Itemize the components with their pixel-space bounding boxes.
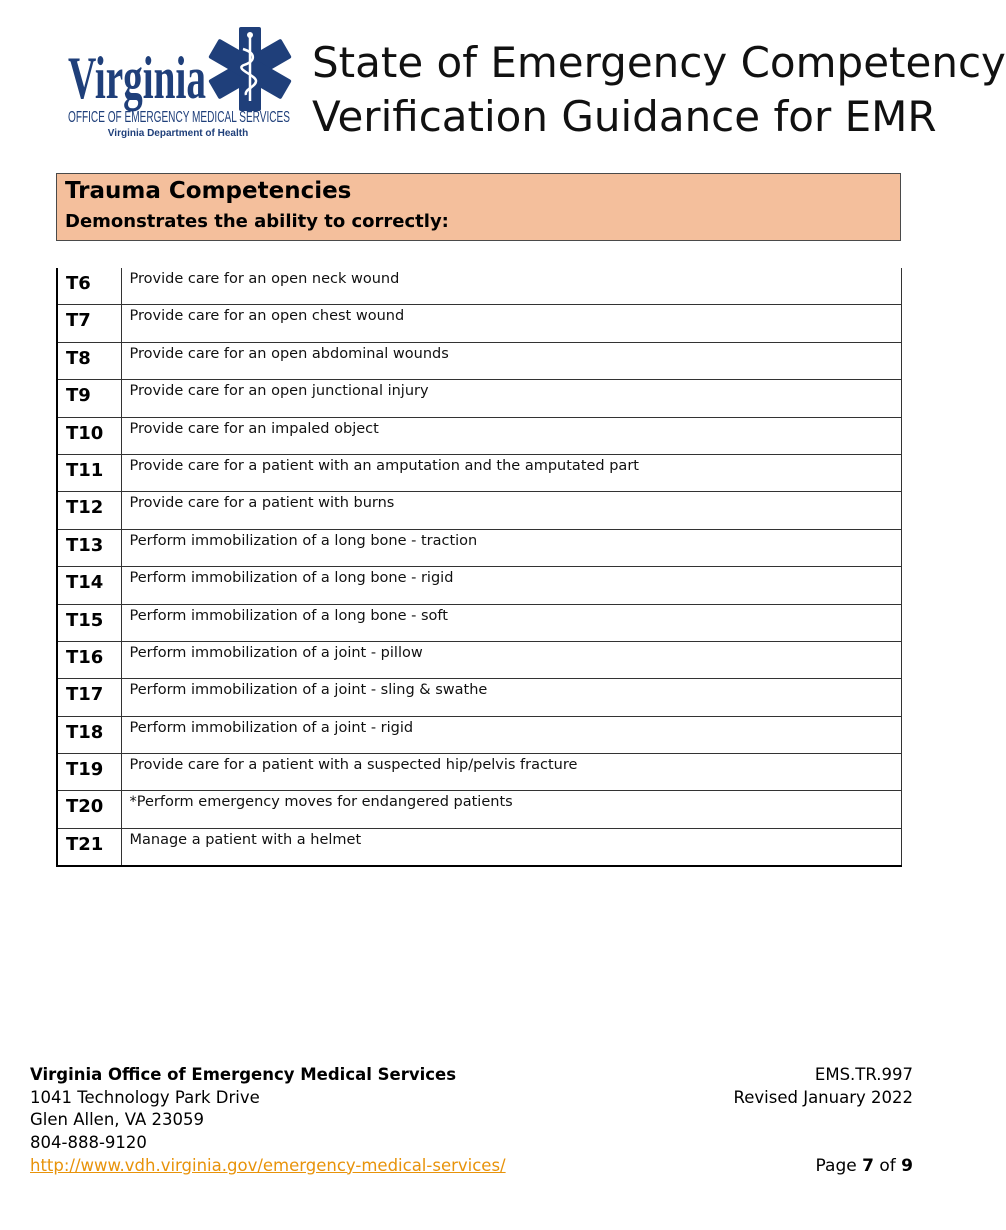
competency-description: Provide care for a patient with a suspected hip/pelvis fracture <box>121 754 902 791</box>
table-row <box>57 679 902 716</box>
footer-contact <box>30 1064 506 1178</box>
page-total: 9 <box>901 1156 913 1176</box>
competency-table <box>56 268 902 867</box>
competency-code: T10 <box>57 417 121 454</box>
competency-description: Provide care for a patient with an amputation and the amputated part <box>121 454 902 491</box>
table-row <box>57 268 902 305</box>
competency-description: Provide care for an open junctional injury <box>121 380 902 417</box>
title-line-1: State of Emergency Competency <box>312 38 1006 87</box>
table-row <box>57 828 902 866</box>
table-row <box>57 567 902 604</box>
footer-address-line2: Glen Allen, VA 23059 <box>30 1110 205 1130</box>
competency-code: T6 <box>57 268 121 305</box>
competency-description: Perform immobilization of a long bone - soft <box>121 604 902 641</box>
competency-code: T19 <box>57 754 121 791</box>
table-row <box>57 754 902 791</box>
competency-code: T8 <box>57 342 121 379</box>
table-row <box>57 454 902 491</box>
table-row <box>57 529 902 566</box>
table-row <box>57 716 902 753</box>
table-row <box>57 417 902 454</box>
page-prefix: Page <box>815 1156 857 1176</box>
table-row <box>57 641 902 678</box>
competency-description: Provide care for an open neck wound <box>121 268 902 305</box>
competency-code: T18 <box>57 716 121 753</box>
competency-description: Perform immobilization of a long bone - traction <box>121 529 902 566</box>
table-row <box>57 492 902 529</box>
section-header <box>56 173 901 241</box>
revised-date: Revised January 2022 <box>733 1087 913 1107</box>
competency-code: T13 <box>57 529 121 566</box>
competency-description: *Perform emergency moves for endangered patients <box>121 791 902 828</box>
section-subtitle: Demonstrates the ability to correctly: <box>65 211 449 232</box>
competency-description: Perform immobilization of a joint - sling & swathe <box>121 679 902 716</box>
competency-description: Perform immobilization of a joint - pillow <box>121 641 902 678</box>
title-line-2: Verification Guidance for EMR <box>312 92 937 141</box>
document-title <box>312 36 1006 144</box>
competency-code: T17 <box>57 679 121 716</box>
page-number <box>816 1156 913 1176</box>
footer-phone: 804-888-9120 <box>30 1133 147 1153</box>
footer-website-link[interactable]: http://www.vdh.virginia.gov/emergency-medical-services/ <box>30 1155 506 1175</box>
table-row <box>57 305 902 342</box>
table-row <box>57 604 902 641</box>
doc-id: EMS.TR.997 <box>814 1065 913 1084</box>
competency-description: Manage a patient with a helmet <box>121 828 902 866</box>
logo-office-text: OFFICE OF EMERGENCY MEDICAL SERVICES <box>68 109 290 126</box>
competency-code: T12 <box>57 492 121 529</box>
footer-doc-info <box>734 1064 913 1109</box>
footer-address-line1: 1041 Technology Park Drive <box>30 1087 260 1107</box>
competency-description: Perform immobilization of a long bone - rigid <box>121 567 902 604</box>
footer-org: Virginia Office of Emergency Medical Services <box>30 1065 457 1084</box>
competency-description: Provide care for an impaled object <box>121 417 902 454</box>
page-of: of <box>879 1156 896 1176</box>
vdh-oems-logo <box>66 22 294 140</box>
competency-code: T7 <box>57 305 121 342</box>
competency-code: T9 <box>57 380 121 417</box>
competency-description: Provide care for an open chest wound <box>121 305 902 342</box>
section-title: Trauma Competencies <box>65 178 352 204</box>
competency-description: Provide care for an open abdominal wounds <box>121 342 902 379</box>
competency-code: T21 <box>57 828 121 866</box>
competency-code: T11 <box>57 454 121 491</box>
competency-description: Provide care for a patient with burns <box>121 492 902 529</box>
competency-code: T20 <box>57 791 121 828</box>
competency-code: T15 <box>57 604 121 641</box>
competency-code: T14 <box>57 567 121 604</box>
competency-code: T16 <box>57 641 121 678</box>
table-row <box>57 791 902 828</box>
competency-description: Perform immobilization of a joint - rigid <box>121 716 902 753</box>
page-current: 7 <box>862 1156 874 1176</box>
logo-dept-text: Virginia Department of Health <box>107 128 249 139</box>
table-row <box>57 380 902 417</box>
star-of-life-icon <box>208 27 292 111</box>
table-row <box>57 342 902 379</box>
logo-wordmark: Virginia <box>68 45 206 111</box>
